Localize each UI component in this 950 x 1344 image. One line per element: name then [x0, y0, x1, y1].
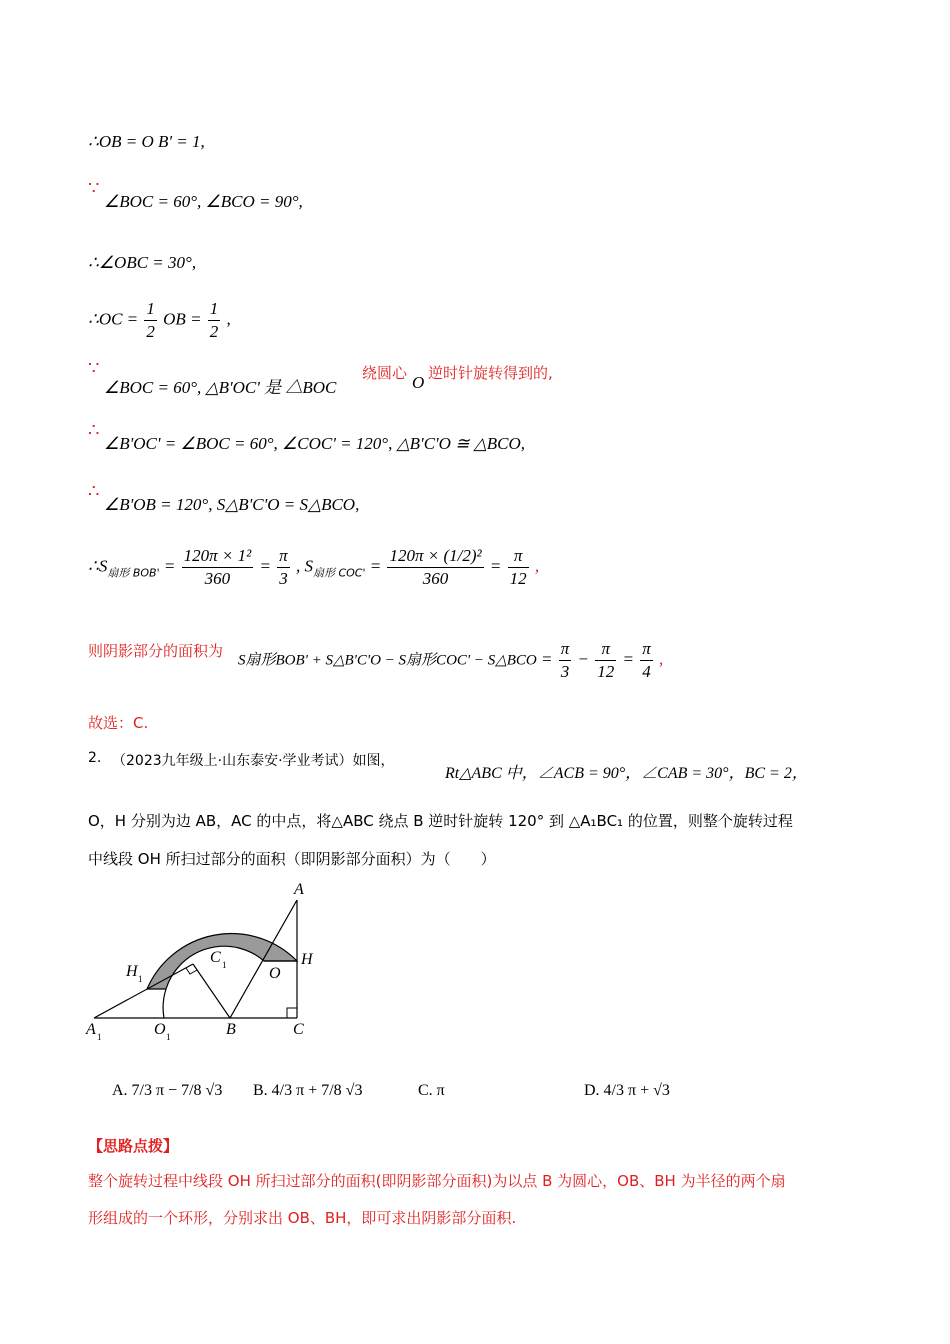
label-H: H — [301, 951, 313, 968]
question-line-2: O，H 分别为边 AB，AC 的中点，将△ABC 绕点 B 逆时针旋转 120° 到 △A₁BC₁ 的位置，则整个旋转过程 — [88, 812, 793, 830]
label-C: C — [293, 1021, 304, 1038]
segment-C1B — [193, 964, 230, 1018]
hint-line-2: 形组成的一个环形，分别求出 OB、BH，即可求出阴影部分面积. — [88, 1209, 517, 1227]
question-conditions: Rt△ABC 中，∠ACB = 90°，∠CAB = 30°，BC = 2， — [445, 765, 808, 782]
question-line-3: 中线段 OH 所扫过部分的面积（即阴影部分面积）为（ ） — [88, 850, 496, 868]
l8-f1-den: 360 — [204, 569, 231, 588]
l8-sub1: 扇形 BOB' — [107, 566, 160, 580]
l8-f2-den: 3 — [279, 569, 288, 588]
l8-sub2: 扇形 COC' — [312, 566, 366, 580]
l4-f2-num: 1 — [208, 298, 221, 321]
right-angle-C1 — [186, 968, 197, 974]
label-O: O — [269, 965, 281, 982]
solution-line-1: ∴OB = O B' = 1, — [88, 132, 205, 151]
l8-f4-den: 12 — [509, 569, 527, 588]
l8-s2: S — [304, 556, 313, 576]
l4-fraction-2 — [208, 298, 221, 343]
solution-line-5-math: ∠BOC = 60°, △B'OC' 是 △BOC — [104, 378, 337, 397]
therefore-mark: ∴ — [88, 420, 100, 440]
l4-f1-num: 1 — [144, 298, 157, 321]
choice-b[interactable]: B. 4/3 π + 7/8 √3 — [253, 1082, 363, 1099]
therefore-mark-2: ∴ — [88, 481, 100, 501]
l9-fb-den: 12 — [597, 662, 615, 681]
l9-frac-b — [595, 638, 616, 683]
label-B: B — [226, 1021, 236, 1038]
l4-f2-den: 2 — [209, 322, 219, 341]
label-H1: H — [126, 963, 138, 980]
because-mark-2: ∵ — [88, 358, 100, 378]
choice-d[interactable]: D. 4/3 π + √3 — [584, 1082, 670, 1099]
solution-line-5-text-a: 绕圆心 — [362, 364, 408, 382]
choice-a[interactable]: A. 7/3 π − 7/8 √3 — [112, 1082, 223, 1099]
solution-line-3: ∴∠OBC = 30°, — [88, 253, 197, 272]
geometry-figure — [80, 878, 340, 1048]
solution-line-4 — [88, 298, 231, 343]
l9-math: S扇形BOB' + S△B'C'O − S扇形COC' − S△BCO — [238, 652, 537, 669]
hint-title: 【思路点拨】 — [88, 1137, 179, 1155]
l8-f2-num: π — [277, 545, 290, 568]
l9-fc-den: 4 — [642, 662, 651, 681]
solution-line-7: ∠B'OB = 120°, S△B'C'O = S△BCO, — [104, 495, 360, 514]
l8-frac1 — [182, 545, 254, 590]
l8-f3-num: 120π × (1/2)² — [387, 545, 483, 568]
l8-f4-num: π — [508, 545, 529, 568]
label-A: A — [294, 881, 304, 898]
inner-arc — [163, 989, 166, 1018]
solution-line-5-O: O — [412, 373, 425, 392]
label-O1-sub: 1 — [166, 1032, 171, 1042]
l4-prefix: ∴OC = — [88, 309, 139, 329]
l4-mid: OB = — [163, 309, 202, 329]
solution-line-9-formula: S扇形BOB' + S△B'C'O − S扇形COC' − S△BCO = $\frac{\pi}{3}$ − $\frac{\pi}{12}$ = $\frac{\pi}{4}$ , — [238, 639, 664, 681]
l4-fraction-1 — [144, 298, 157, 343]
segment-A1C1 — [94, 964, 193, 1018]
l9-fa-num: π — [559, 638, 572, 661]
hint-line-1: 整个旋转过程中线段 OH 所扫过部分的面积(即阴影部分面积)为以点 B 为圆心，OB、BH 为半径的两个扇 — [88, 1172, 786, 1190]
solution-line-9-text: 则阴影部分的面积为 — [88, 642, 224, 660]
label-O1: O — [154, 1021, 166, 1038]
question-source: （2023九年级上·山东泰安·学业考试）如图， — [112, 753, 395, 769]
solution-line-6: ∠B'OC' = ∠BOC = 60°, ∠COC' = 120°, △B'C'O ≅ △BCO, — [104, 434, 526, 453]
label-C1-sub: 1 — [222, 960, 227, 970]
l8-frac2 — [277, 545, 290, 590]
solution-line-8: $\therefore S_{扇形 BOB'}$ = $\frac{\text{120π × 1²}}{360}$ = $\frac{\pi}{3}$ , $S_{扇形 COC'}$ = $\frac{\text{120π × (1/2)²}}{360}$ = $\frac{\pi}{12}$ , — [88, 546, 540, 588]
label-H1-sub: 1 — [138, 974, 143, 984]
l8-frac3 — [387, 545, 483, 590]
label-A1-sub: 1 — [97, 1032, 102, 1042]
l9-frac-a — [559, 638, 572, 683]
label-A1: A — [86, 1021, 96, 1038]
solution-line-2: ∠BOC = 60°, ∠BCO = 90°, — [104, 192, 303, 211]
l9-fb-num: π — [595, 638, 616, 661]
l9-fa-den: 3 — [560, 662, 570, 681]
l8-f3-den: 360 — [422, 569, 449, 588]
answer-line: 故选：C. — [88, 714, 149, 732]
l8-f1-num: 120π × 1² — [182, 545, 254, 568]
l8-prefix: ∴S — [88, 556, 108, 576]
because-mark: ∵ — [88, 178, 100, 198]
l4-f1-den: 2 — [146, 322, 155, 341]
l4-end: , — [226, 309, 231, 329]
label-C1: C — [210, 949, 221, 966]
right-angle-C — [287, 1008, 297, 1018]
question-number: 2. — [88, 750, 102, 766]
choice-c[interactable]: C. π — [418, 1082, 445, 1099]
solution-line-5-text-b: 逆时针旋转得到的, — [428, 364, 553, 382]
l9-fc-num: π — [640, 638, 653, 661]
l8-frac4 — [508, 545, 529, 590]
l9-frac-c — [640, 638, 653, 683]
